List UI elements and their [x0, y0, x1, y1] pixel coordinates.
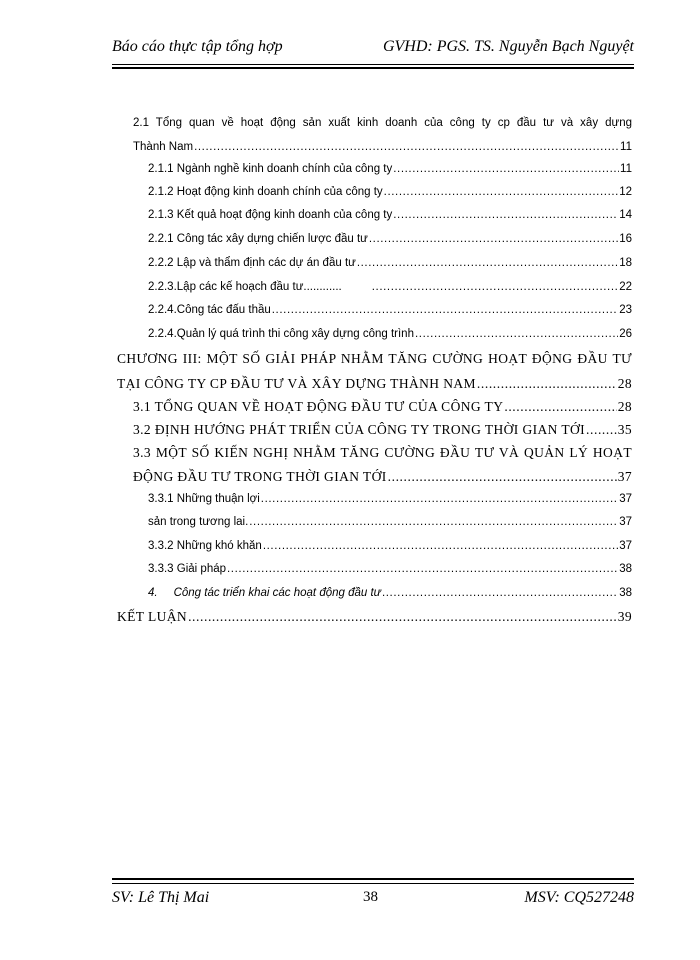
toc-entry-text: 2.2.1 Công tác xây dựng chiến lược đầu tư	[148, 233, 368, 245]
toc-leader-dots	[384, 186, 619, 198]
toc-leader-dots	[227, 563, 618, 575]
toc-chapter-3-line1: CHƯƠNG III: MỘT SỐ GIẢI PHÁP NHẰM TĂNG CƯỜNG HOẠT ĐỘNG ĐẦU TƯ	[117, 351, 632, 366]
toc-conclusion[interactable]	[117, 609, 632, 625]
toc-entry-2-2-1[interactable]	[148, 233, 632, 245]
toc-entry-2-1[interactable]	[133, 141, 632, 153]
toc-entry-page: 39	[617, 609, 632, 624]
toc-entry-2-2-4-construction[interactable]	[148, 328, 632, 340]
toc-leader-dots	[261, 493, 618, 505]
toc-entry-page: 11	[620, 141, 632, 153]
toc-entry-page: 35	[617, 422, 632, 437]
toc-entry-2-1-3[interactable]	[148, 209, 632, 221]
toc-entry-3-3-3[interactable]	[148, 563, 632, 575]
toc-entry-text: sản trong tương lai.	[148, 516, 249, 528]
toc-entry-3-1[interactable]	[133, 399, 632, 415]
footer-page-number: 38	[363, 889, 378, 905]
toc-leader-dots	[388, 469, 617, 485]
toc-entry-text: 2.2.4.Công tác đấu thầu	[148, 304, 271, 316]
toc-entry-text: KẾT LUẬN	[117, 609, 188, 624]
toc-entry-page: 37	[619, 493, 632, 505]
toc-leader-dots	[504, 399, 616, 415]
toc-leader-dots	[263, 540, 618, 552]
toc-entry-text: 3.3.3 Giải pháp	[148, 563, 227, 575]
toc-entry-3-3[interactable]	[133, 469, 632, 485]
toc-entry-text: 3.3.1 Những thuận lợi	[148, 493, 260, 505]
toc-entry-page: 23	[619, 304, 632, 316]
toc-leader-dots	[393, 163, 619, 175]
toc-entry-page: 16	[619, 233, 632, 245]
toc-entry-2-1-line1: 2.1 Tổng quan về hoạt động sản xuất kinh doanh của công ty cp đầu tư và xây dựng	[133, 117, 632, 129]
toc-leader-dots	[477, 376, 617, 392]
toc-entry-future-assets[interactable]	[148, 516, 632, 528]
toc-chapter-3[interactable]	[117, 376, 632, 392]
toc-entry-page: 37	[619, 516, 632, 528]
toc-leader-dots	[188, 609, 617, 625]
footer-rule-thin	[112, 883, 634, 884]
toc-entry-text: 2.2.2 Lập và thẩm định các dự án đầu tư	[148, 257, 356, 269]
toc-entry-3-3-2[interactable]	[148, 540, 632, 552]
toc-leader-dots	[393, 209, 618, 221]
header-supervisor: GVHD: PGS. TS. Nguyễn Bạch Nguyệt	[382, 38, 634, 55]
toc-leader-dots	[382, 587, 618, 599]
toc-entry-2-1-1[interactable]	[148, 163, 632, 175]
toc-entry-2-2-2[interactable]	[148, 257, 632, 269]
toc-entry-text: 3.1 TỔNG QUAN VỀ HOẠT ĐỘNG ĐẦU TƯ CỦA CÔNG TY	[133, 399, 504, 414]
toc-entry-text: ĐỘNG ĐẦU TƯ TRONG THỜI GIAN TỚI	[133, 469, 387, 484]
toc-entry-text: 2.1.2 Hoạt động kinh doanh chính của công ty	[148, 186, 383, 198]
toc-leader-dots	[357, 257, 618, 269]
toc-leader-dots	[272, 304, 618, 316]
toc-leader-dots	[372, 281, 618, 293]
toc-entry-text: 3.3.2 Những khó khăn	[148, 540, 262, 552]
toc-entry-text: TẠI CÔNG TY CP ĐẦU TƯ VÀ XÂY DỰNG THÀNH NAM	[117, 376, 476, 391]
toc-leader-dots	[415, 328, 618, 340]
footer-student-id: MSV: CQ527248	[524, 889, 634, 906]
toc-entry-page: 37	[617, 469, 632, 484]
toc-entry-page: 38	[619, 587, 632, 599]
toc-leader-dots	[369, 233, 618, 245]
toc-entry-page: 11	[620, 163, 632, 175]
toc-entry-page: 28	[617, 376, 632, 391]
toc-entry-text: 2.2.4.Quản lý quá trình thi công xây dựng công trình	[148, 328, 414, 340]
toc-entry-2-1-2[interactable]	[148, 186, 632, 198]
toc-entry-page: 38	[619, 563, 632, 575]
toc-entry-page: 14	[619, 209, 632, 221]
toc-entry-3-2[interactable]	[133, 422, 632, 438]
page-footer	[112, 889, 634, 907]
toc-leader-dots	[194, 141, 619, 153]
toc-entry-text: 2.1.3 Kết quả hoạt động kinh doanh của công ty	[148, 209, 393, 221]
toc-entry-text: 4. Công tác triển khai các hoạt động đầu tư	[148, 587, 381, 599]
toc-leader-dots	[249, 516, 618, 528]
toc-entry-page: 22	[619, 281, 632, 293]
toc-entry-page: 26	[619, 328, 632, 340]
toc-entry-page: 12	[619, 186, 632, 198]
toc-leader-dots	[586, 422, 617, 438]
toc-entry-3-3-line1: 3.3 MỘT SỐ KIẾN NGHỊ NHẰM TĂNG CƯỜNG ĐẦU TƯ VÀ QUẢN LÝ HOẠT	[133, 445, 632, 460]
header-report-title: Báo cáo thực tập tổng hợp	[112, 38, 283, 55]
toc-entry-page: 18	[619, 257, 632, 269]
toc-entry-4[interactable]	[148, 587, 632, 599]
toc-entry-page: 28	[617, 399, 632, 414]
footer-rule-thick	[112, 878, 634, 880]
toc-entry-text: 3.2 ĐỊNH HƯỚNG PHÁT TRIỂN CỦA CÔNG TY TRONG THỜI GIAN TỚI	[133, 422, 586, 437]
toc-entry-2-2-4-bidding[interactable]	[148, 304, 632, 316]
toc-entry-text: 2.1.1 Ngành nghề kinh doanh chính của công ty	[148, 163, 393, 175]
toc-entry-3-3-1[interactable]	[148, 493, 632, 505]
footer-student: SV: Lê Thị Mai	[112, 889, 210, 906]
toc-entry-2-2-3[interactable]	[148, 281, 632, 293]
toc-entry-text: Thành Nam	[133, 141, 194, 153]
toc-entry-text: 2.2.3.Lập các kế hoạch đầu tư............	[148, 281, 342, 293]
toc-entry-page: 37	[619, 540, 632, 552]
